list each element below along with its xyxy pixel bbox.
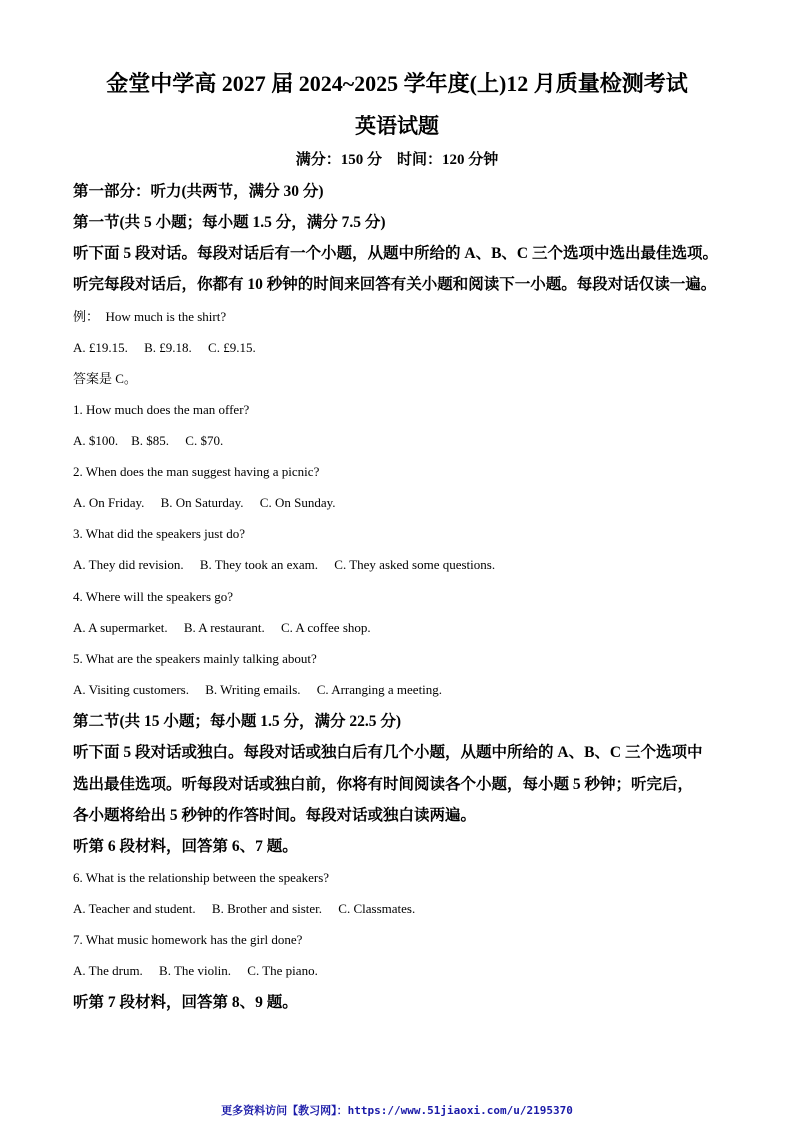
- section1-instruction-1: 听下面 5 段对话。每段对话后有一个小题，从题中所给的 A、B、C 三个选项中选出最佳选项。: [73, 245, 718, 262]
- question-7: 7. What music homework has the girl done?: [73, 932, 303, 947]
- question-3: 3. What did the speakers just do?: [73, 526, 245, 541]
- question-1-options: A. $100. B. $85. C. $70.: [73, 433, 224, 448]
- part1-heading: 第一部分：听力(共两节，满分 30 分): [73, 183, 324, 200]
- section2-instruction-3: 各小题将给出 5 秒钟的作答时间。每段对话或独白读两遍。: [73, 807, 477, 824]
- material-7-heading: 听第 7 段材料，回答第 8、9 题。: [73, 994, 298, 1011]
- question-1: 1. How much does the man offer?: [73, 402, 250, 417]
- section2-instruction-2: 选出最佳选项。听每段对话或独白前，你将有时间阅读各个小题，每小题 5 秒钟；听完后，: [73, 776, 694, 793]
- question-3-options: A. They did revision. B. They took an exam. C. They asked some questions.: [73, 557, 496, 572]
- section1-heading: 第一节(共 5 小题；每小题 1.5 分，满分 7.5 分): [73, 214, 386, 231]
- section1-instruction-2: 听完每段对话后，你都有 10 秒钟的时间来回答有关小题和阅读下一小题。每段对话仅读一遍。: [73, 276, 717, 293]
- question-6: 6. What is the relationship between the speakers?: [73, 870, 330, 885]
- question-2-options: A. On Friday. B. On Saturday. C. On Sunday.: [73, 495, 336, 510]
- question-7-options: A. The drum. B. The violin. C. The piano.: [73, 963, 318, 978]
- section2-heading: 第二节(共 15 小题；每小题 1.5 分，满分 22.5 分): [73, 713, 402, 730]
- question-5: 5. What are the speakers mainly talking about?: [73, 651, 317, 666]
- subject-title: 英语试题: [355, 114, 439, 138]
- section2-instruction-1: 听下面 5 段对话或独白。每段对话或独白后有几个小题，从题中所给的 A、B、C 三个选项中: [73, 744, 703, 761]
- material-6-heading: 听第 6 段材料，回答第 6、7 题。: [73, 838, 298, 855]
- question-4: 4. Where will the speakers go?: [73, 589, 234, 604]
- example-options: A. £19.15. B. £9.18. C. £9.15.: [73, 340, 256, 355]
- footer-link[interactable]: 更多资料访问【教习网】：https://www.51jiaoxi.com/u/2195370: [221, 1104, 573, 1117]
- question-5-options: A. Visiting customers. B. Writing emails. C. Arranging a meeting.: [73, 682, 443, 697]
- score-time-line: 满分：150 分 时间：120 分钟: [295, 152, 499, 168]
- exam-title: 金堂中学高 2027 届 2024~2025 学年度(上)12 月质量检测考试: [106, 71, 688, 96]
- question-4-options: A. A supermarket. B. A restaurant. C. A coffee shop.: [73, 620, 371, 635]
- example-question: 例： How much is the shirt?: [73, 309, 227, 324]
- example-answer: 答案是 C。: [73, 371, 137, 386]
- question-6-options: A. Teacher and student. B. Brother and sister. C. Classmates.: [73, 901, 416, 916]
- question-2: 2. When does the man suggest having a picnic?: [73, 464, 320, 479]
